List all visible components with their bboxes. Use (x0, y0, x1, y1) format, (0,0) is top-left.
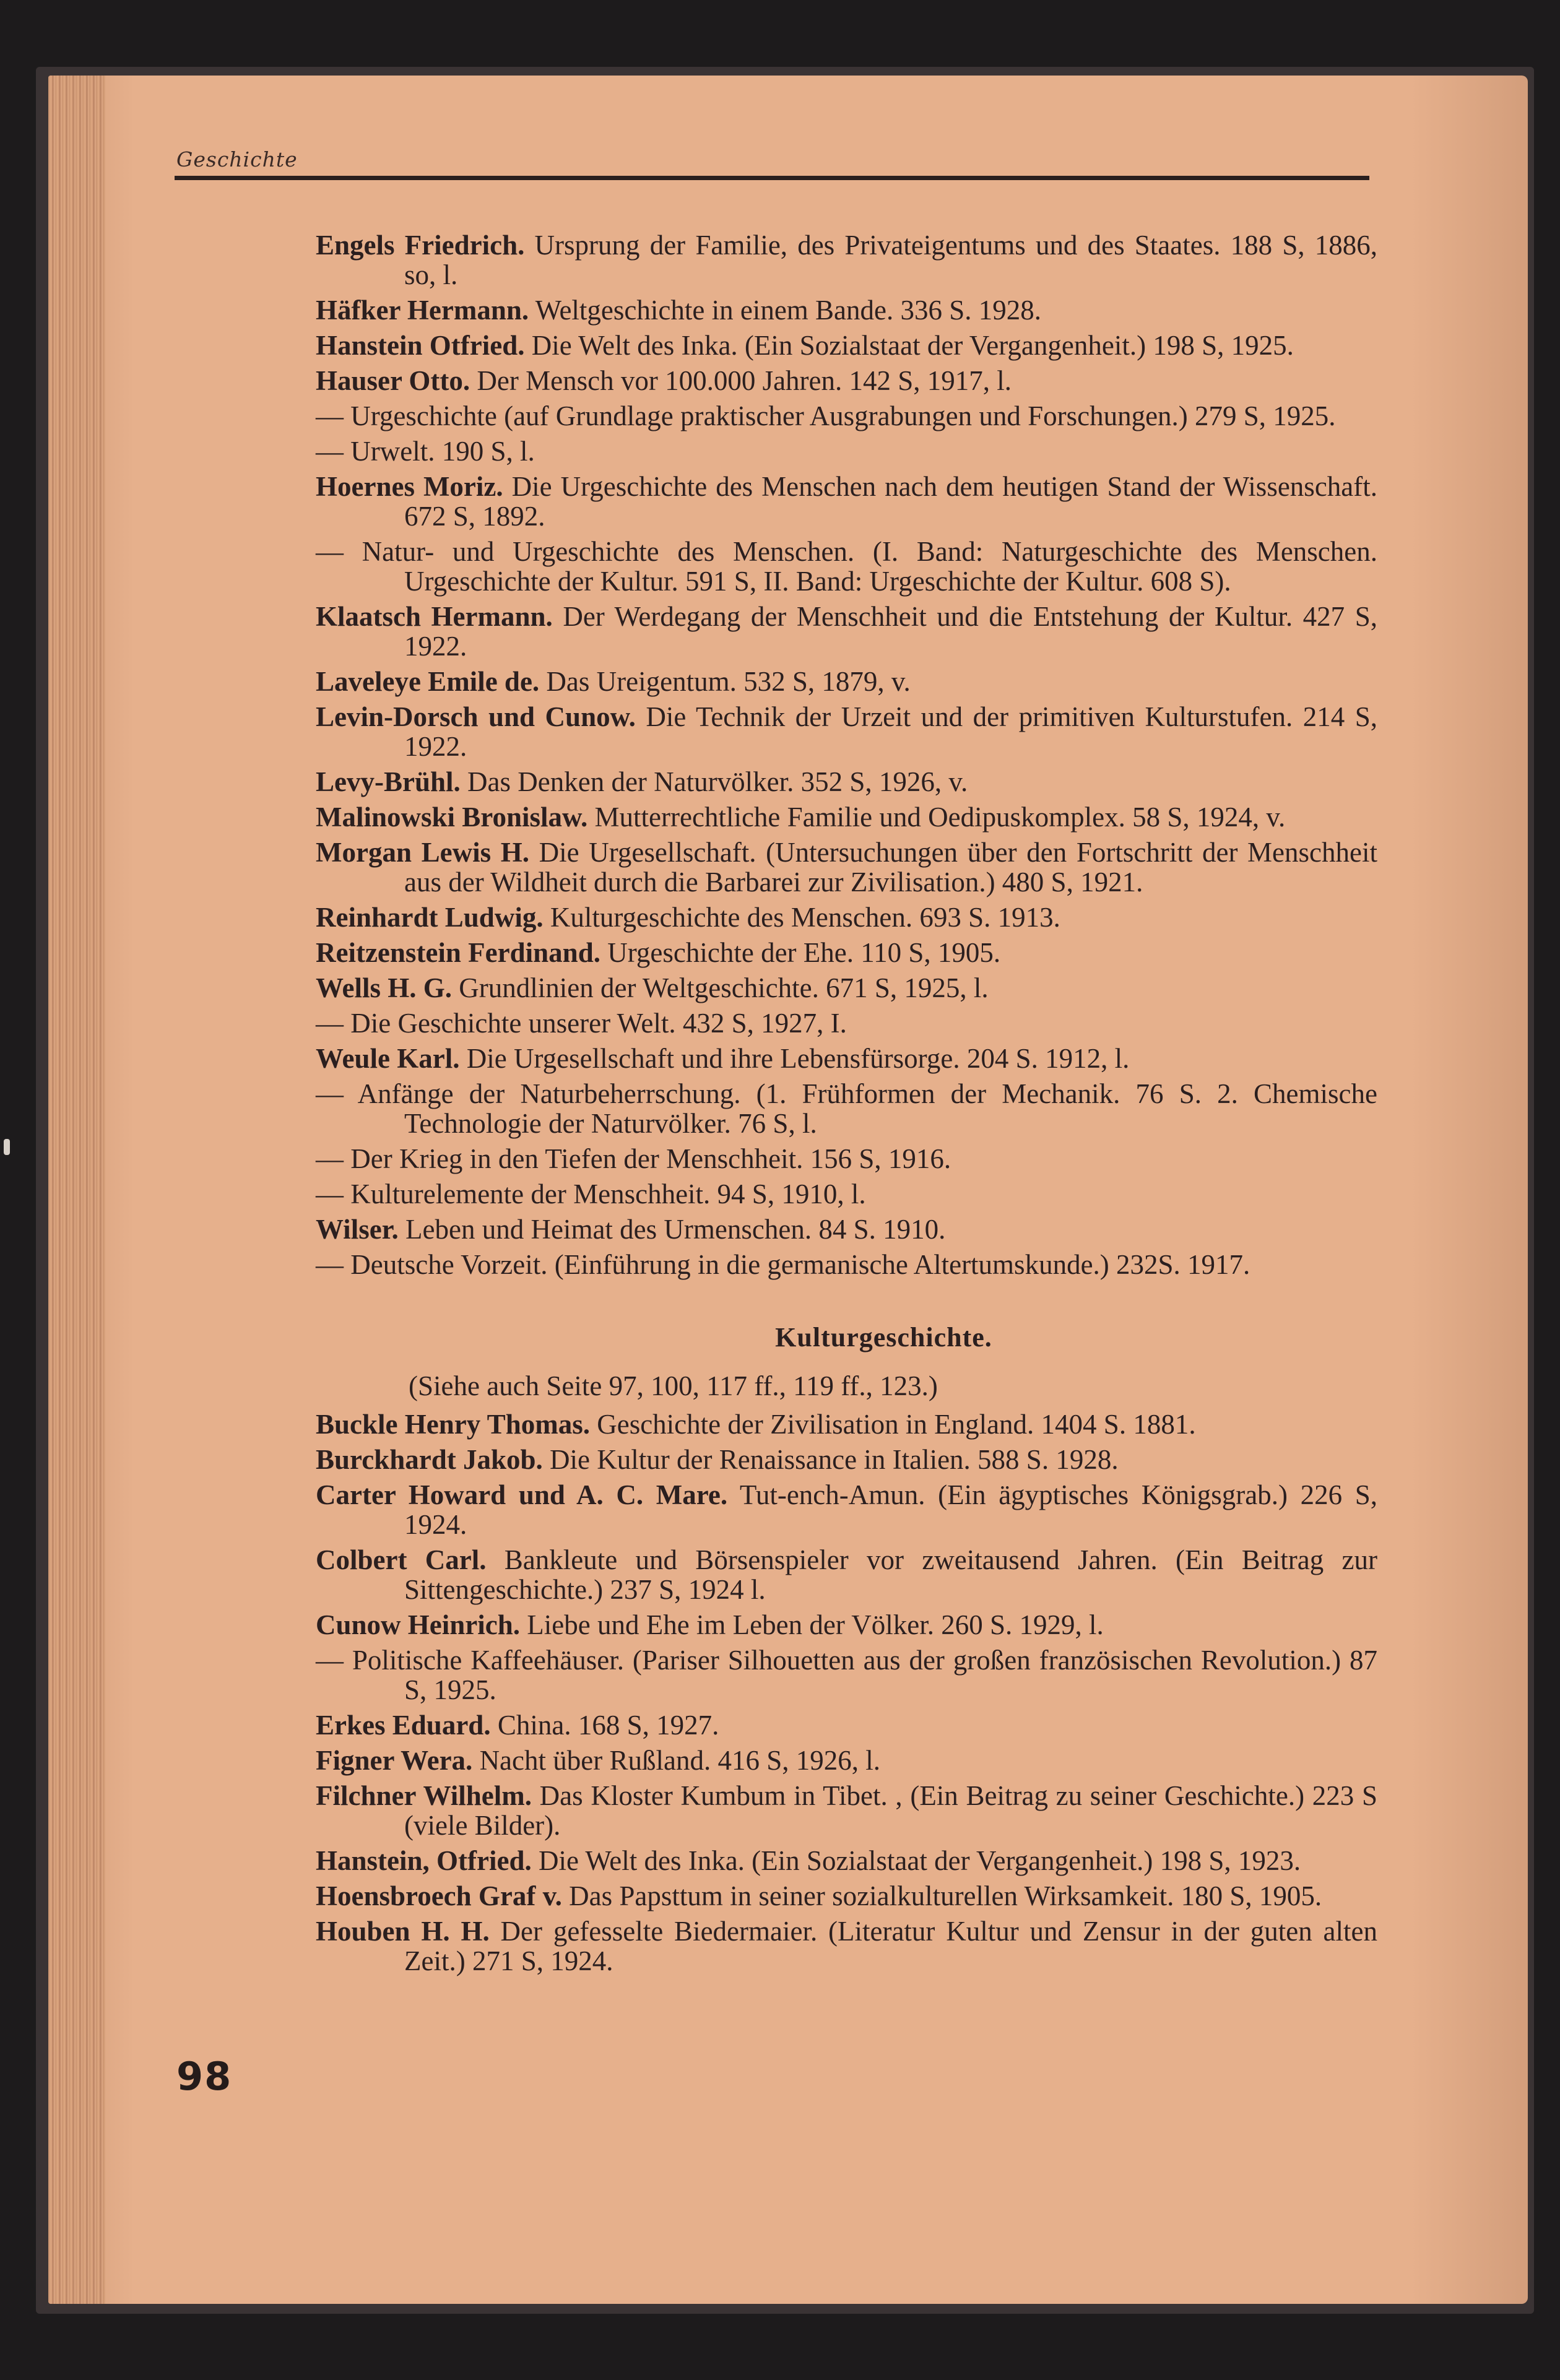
bibliography-entry (316, 472, 1377, 531)
entry-author: Weule Karl. (316, 1043, 460, 1074)
bibliography-entry (316, 767, 1377, 797)
bibliography-entry (316, 1545, 1377, 1604)
header-rule (175, 176, 1369, 180)
entry-text: — Natur- und Urgeschichte des Menschen. (I. Band: Naturgeschichte des Menschen. Urgeschichte der Kultur. 591 S, II. Band: Urgeschichte der Kultur. 608 S). (316, 536, 1377, 597)
bibliography-entry (316, 902, 1377, 932)
entry-author: Wilser. (316, 1214, 399, 1245)
entry-author: Colbert Carl. (316, 1544, 487, 1575)
bibliography-entry (316, 366, 1377, 396)
bibliography-entry (316, 1746, 1377, 1775)
entry-text: Die Urgesellschaft und ihre Lebensfürsorge. 204 S. 1912, l. (459, 1043, 1130, 1074)
entry-text: Leben und Heimat des Urmenschen. 84 S. 1910. (398, 1214, 946, 1245)
entry-text: Die Welt des Inka. (Ein Sozialstaat der Vergangenheit.) 198 S, 1925. (524, 330, 1294, 361)
entry-text: Weltgeschichte in einem Bande. 336 S. 1928. (529, 295, 1042, 326)
entry-author: Hoensbroech Graf v. (316, 1880, 562, 1911)
entry-text: Die Technik der Urzeit und der primitiven Kulturstufen. 214 S, 1922. (404, 701, 1377, 762)
binding-mark (4, 1139, 10, 1155)
entry-author: Levy-Brühl. (316, 766, 461, 797)
entry-author: Morgan Lewis H. (316, 837, 529, 868)
entry-text: Der gefesselte Biedermaier. (Literatur Kultur und Zensur in der guten alten Zeit.) 271 S, 1924. (404, 1916, 1378, 1976)
entry-author: Reitzenstein Ferdinand. (316, 937, 600, 968)
bibliography-entry (316, 331, 1377, 360)
entry-text: Mutterrechtliche Familie und Oedipuskomplex. 58 S, 1924, v. (587, 802, 1286, 833)
entry-text: — Der Krieg in den Tiefen der Menschheit. 156 S, 1916. (316, 1143, 951, 1174)
entry-text: China. 168 S, 1927. (490, 1710, 719, 1741)
entry-text: Nacht über Rußland. 416 S, 1926, l. (472, 1745, 880, 1776)
bibliography-entry (316, 1916, 1377, 1976)
entry-text: Liebe und Ehe im Leben der Völker. 260 S. 1929, l. (520, 1609, 1104, 1640)
entry-author: Malinowski Bronislaw. (316, 802, 588, 833)
entry-author: Erkes Eduard. (316, 1710, 491, 1741)
bibliography-entry (316, 401, 1377, 431)
entry-text: Geschichte der Zivilisation in England. 1404 S. 1881. (589, 1409, 1196, 1440)
entry-text: Kulturgeschichte des Menschen. 693 S. 1913. (543, 902, 1060, 933)
bibliography-entry (316, 1645, 1377, 1705)
entry-text: — Urgeschichte (auf Grundlage praktischer Ausgrabungen und Forschungen.) 279 S, 1925. (316, 400, 1336, 431)
bibliography-entry (316, 802, 1377, 832)
entry-text: Ursprung der Familie, des Privateigentums und des Staates. 188 S, 1886, so, l. (404, 230, 1378, 290)
entry-author: Carter Howard und A. C. Mare. (316, 1479, 728, 1510)
entry-author: Hoernes Moriz. (316, 471, 503, 502)
bibliography-entry (316, 1008, 1377, 1038)
entry-text: — Deutsche Vorzeit. (Einführung in die germanische Altertumskunde.) 232S. 1917. (316, 1249, 1250, 1280)
entry-text: Die Welt des Inka. (Ein Sozialstaat der Vergangenheit.) 198 S, 1923. (531, 1845, 1301, 1876)
bibliography-entry (316, 295, 1377, 325)
entry-author: Burckhardt Jakob. (316, 1444, 543, 1475)
entry-text: — Anfänge der Naturbeherrschung. (1. Frühformen der Mechanik. 76 S. 2. Chemische Technologie der Naturvölker. 76 S, l. (316, 1078, 1377, 1139)
bibliography (316, 230, 1377, 1976)
section-culture-list (316, 1409, 1377, 1976)
entry-text: — Die Geschichte unserer Welt. 432 S, 1927, I. (316, 1008, 847, 1039)
entry-author: Figner Wera. (316, 1745, 473, 1776)
see-also-note: (Siehe auch Seite 97, 100, 117 ff., 119 ff., 123.) (409, 1370, 938, 1401)
bibliography-entry (316, 1079, 1377, 1138)
entry-author: Hanstein Otfried. (316, 330, 525, 361)
bibliography-entry (316, 230, 1377, 290)
entry-text: Das Ureigentum. 532 S, 1879, v. (539, 666, 911, 697)
bibliography-entry (316, 1846, 1377, 1876)
bibliography-entry (316, 1445, 1377, 1474)
bibliography-entry (316, 537, 1377, 596)
entry-author: Hauser Otto. (316, 365, 470, 396)
entry-author: Reinhardt Ludwig. (316, 902, 544, 933)
bibliography-entry (316, 436, 1377, 466)
entry-author: Cunow Heinrich. (316, 1609, 521, 1640)
entry-text: Die Urgesellschaft. (Untersuchungen über den Fortschritt der Menschheit aus der Wildheit durch die Barbarei zur Zivilisation.) 480 S, 1921. (404, 837, 1377, 898)
entry-text: Das Denken der Naturvölker. 352 S, 1926, v. (460, 766, 968, 797)
entry-text: — Urwelt. 190 S, l. (316, 436, 535, 467)
entry-text: Urgeschichte der Ehe. 110 S, 1905. (600, 937, 1001, 968)
bibliography-entry (316, 1610, 1377, 1640)
running-head: Geschichte (176, 147, 298, 171)
entry-author: Klaatsch Hermann. (316, 601, 553, 632)
bibliography-entry (316, 1781, 1377, 1840)
bibliography-entry (316, 1409, 1377, 1439)
entry-text: Der Werdegang der Menschheit und die Entstehung der Kultur. 427 S, 1922. (404, 601, 1377, 662)
bibliography-entry (316, 702, 1377, 761)
entry-text: — Kulturelemente der Menschheit. 94 S, 1910, l. (316, 1179, 866, 1209)
bibliography-entry (316, 1480, 1377, 1539)
entry-author: Häfker Hermann. (316, 295, 529, 326)
entry-author: Wells H. G. (316, 972, 453, 1003)
bibliography-entry (316, 1710, 1377, 1740)
bibliography-entry (316, 1144, 1377, 1174)
entry-author: Filchner Wilhelm. (316, 1780, 532, 1811)
entry-author: Laveleye Emile de. (316, 666, 540, 697)
page-stack-edge (48, 76, 105, 2304)
entry-text: — Politische Kaffeehäuser. (Pariser Silhouetten aus der großen französischen Revolution.) 87 S, 1925. (316, 1645, 1377, 1705)
entry-text: Die Kultur der Renaissance in Italien. 588 S. 1928. (542, 1444, 1119, 1475)
entry-author: Hanstein, Otfried. (316, 1845, 532, 1876)
entry-text: Das Kloster Kumbum in Tibet. , (Ein Beitrag zu seiner Geschichte.) 223 S (viele Bilder). (404, 1780, 1377, 1841)
section-history-list (316, 230, 1377, 1279)
entry-author: Houben H. H. (316, 1916, 490, 1947)
bibliography-entry (316, 1044, 1377, 1073)
bibliography-entry (316, 1214, 1377, 1244)
entry-text: Der Mensch vor 100.000 Jahren. 142 S, 1917, l. (470, 365, 1012, 396)
bibliography-entry (316, 938, 1377, 967)
bibliography-entry (316, 1179, 1377, 1209)
entry-text: Bankleute und Börsenspieler vor zweitausend Jahren. (Ein Beitrag zur Sittengeschichte.) 237 S, 1924 l. (404, 1544, 1377, 1605)
bibliography-entry (316, 667, 1377, 696)
bibliography-entry (316, 1250, 1377, 1279)
entry-author: Buckle Henry Thomas. (316, 1409, 590, 1440)
entry-author: Levin-Dorsch und Cunow. (316, 701, 636, 732)
entry-text: Grundlinien der Weltgeschichte. 671 S, 1925, l. (452, 972, 989, 1003)
bibliography-entry (316, 1881, 1377, 1911)
bibliography-entry (316, 973, 1377, 1003)
entry-text: Die Urgeschichte des Menschen nach dem heutigen Stand der Wissenschaft. 672 S, 1892. (404, 471, 1377, 532)
section-heading: Kulturgeschichte. (775, 1322, 992, 1352)
entry-author: Engels Friedrich. (316, 230, 525, 261)
bibliography-entry (316, 602, 1377, 661)
entry-text: Das Papsttum in seiner sozialkulturellen Wirksamkeit. 180 S, 1905. (561, 1880, 1322, 1911)
page-number: 98 (176, 2054, 233, 2099)
entry-text: Tut-ench-Amun. (Ein ägyptisches Königsgrab.) 226 S, 1924. (404, 1479, 1377, 1540)
bibliography-entry (316, 837, 1377, 897)
